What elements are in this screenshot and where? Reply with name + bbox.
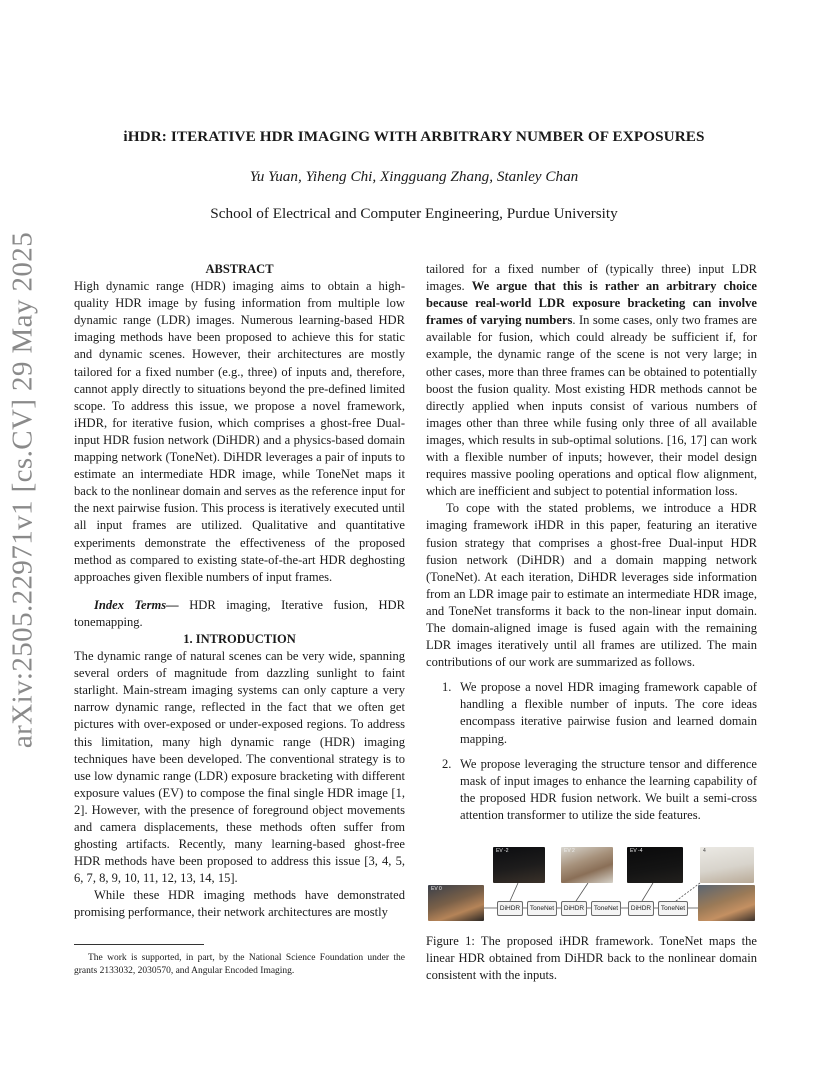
dihdr-block: DiHDR: [497, 901, 523, 916]
right-p1-end: . In some cases, only two frames are available for fusion, which could already be sufficient if, for example, the dynamic range of the scene is not very large; in other cases, more than three frames can be obtained to potentially boost the fusion quality. Most existing HDR methods cannot be directly applied when inputs consist of various numbers of images other than three while fusing only three of all available images, which results in sub-optimal solutions. [16, 17] can work with a flexible number of inputs; however, their model design requires massive pooling operations and optical flow alignment, which are inefficient and subject to potential information loss.: [426, 313, 757, 499]
affiliation: School of Electrical and Computer Engineering, Purdue University: [210, 205, 618, 222]
abstract-text: High dynamic range (HDR) imaging aims to obtain a high-quality HDR image by fusing information from multiple low dynamic range (LDR) images. Numerous learning-based HDR imaging methods have been proposed to achieve this for static and dynamic scenes. However, their architectures are mostly tailored for a fixed number (e.g., three) of inputs and, therefore, cannot apply directly to situations beyond the pre-defined limited scope. To address this issue, we propose a novel framework, iHDR, for iterative fusion, which comprises a ghost-free Dual-input HDR fusion network (DiHDR) and a physics-based domain mapping network (ToneNet). DiHDR leverages a pair of inputs to estimate an intermediate HDR image, while ToneNet maps it back to the nonlinear domain and serves as the reference input for the next pairwise fusion. This process is iteratively executed until all input frames are utilized. Qualitative and quantitative experiments demonstrate the effectiveness of the proposed method as compared to existing state-of-the-art HDR deghosting approaches given flexible numbers of input frames.: [74, 279, 405, 584]
input-frame-ev2: [561, 847, 613, 883]
input-frame-4: [700, 847, 754, 883]
footnote-text: The work is supported, in part, by the National Science Foundation under the grants 2133032, 2030570, and Angular Encoded Imaging.: [74, 953, 405, 976]
figure-caption-text: Figure 1: The proposed iHDR framework. ToneNet maps the linear HDR obtained from DiHDR back to the nonlinear domain consistent with the inputs.: [426, 934, 757, 983]
abstract-heading: ABSTRACT: [205, 262, 274, 276]
frame-label: 4: [703, 848, 706, 854]
intro-heading: 1. INTRODUCTION: [183, 631, 296, 646]
arxiv-stamp: [3, 231, 43, 749]
figure-caption: [426, 933, 757, 984]
contributions-list: [426, 679, 757, 824]
left-column: [74, 261, 405, 922]
input-frame-ev-2: [493, 847, 545, 883]
list-item-text: We propose leveraging the structure tensor and difference mask of input images to enhance the learning capability of the proposed HDR fusion network. We built a semi-cross attention transformer to utilize the side features.: [460, 756, 757, 822]
author-list: Yu Yuan, Yiheng Chi, Xingguang Zhang, Stanley Chan: [249, 168, 579, 185]
tonenet-block: ToneNet: [527, 901, 557, 916]
right-p1-emphasis: We argue that this is rather an arbitrary choice because real-world LDR exposure bracketing can involve frames of varying numbers: [426, 279, 757, 328]
dihdr-block: DiHDR: [561, 901, 587, 916]
intro-paragraph-2: While these HDR imaging methods have demonstrated promising performance, their network architectures are mostly: [74, 888, 405, 920]
list-item-number: 2.: [442, 756, 452, 771]
intro-paragraph-1: The dynamic range of natural scenes can be very wide, spanning several orders of magnitude from dazzling sunlight to faint starlight. Main-stream imaging systems can only capture a very narrow dynamic range, reflected in the fact that we often get pictures with over-exposed or under-exposed regions. To address this limitation, many high dynamic range (HDR) imaging techniques have been developed. The conventional strategy is to use low dynamic range (LDR) exposure bracketing with different exposure values (EV) to compose the final single HDR image [1, 2]. However, with the presence of foreground object movements and camera displacements, these methods often suffer from ghosting artifacts. Recently, many learning-based ghost-free HDR methods have been proposed to address this issue [3, 4, 5, 6, 7, 8, 9, 10, 11, 12, 13, 14, 15].: [74, 649, 405, 886]
right-column: [426, 261, 757, 832]
list-item: [426, 679, 757, 747]
figure-1: [428, 845, 755, 923]
frame-label: EV -2: [496, 848, 509, 854]
right-paragraph-1: [426, 261, 757, 500]
input-frame-ev0: [428, 885, 484, 921]
list-item-number: 1.: [442, 680, 452, 695]
frame-label: EV 0: [431, 886, 442, 892]
input-frame-ev-4: [627, 847, 683, 883]
arxiv-id: arXiv:2505.22971v1 [cs.CV] 29 May 2025: [6, 231, 39, 749]
tonenet-block: ToneNet: [591, 901, 621, 916]
right-paragraph-2: To cope with the stated problems, we introduce a HDR imaging framework iHDR in this paper, featuring an iterative fusion strategy that comprises a ghost-free Dual-input HDR fusion network (DiHDR) and a domain mapping network (ToneNet). At each iteration, DiHDR leverages side information from an LDR image pair to estimate an intermediate HDR image, and ToneNet transforms it back to the non-linear input domain. The domain-aligned image is fused again with the remaining LDR images iteratively until all frames are utilized. The main contributions of our work are summarized as follows.: [426, 501, 757, 670]
frame-label: EV 2: [564, 848, 575, 854]
index-terms-label: Index Terms—: [94, 597, 179, 612]
index-terms-text: HDR imaging, Iterative fusion, HDR tonemapping.: [74, 597, 405, 629]
frame-label: EV -4: [630, 848, 643, 854]
dihdr-block: DiHDR: [628, 901, 654, 916]
list-item: [426, 756, 757, 824]
output-hdr-frame: [698, 885, 755, 921]
tonenet-block: ToneNet: [658, 901, 688, 916]
footnote: [74, 952, 405, 978]
index-terms: [74, 597, 405, 631]
right-p1-start: tailored for a fixed number of (typically three) input LDR images.: [426, 262, 757, 294]
paper-title: iHDR: ITERATIVE HDR IMAGING WITH ARBITRARY NUMBER OF EXPOSURES: [123, 128, 705, 145]
list-item-text: We propose a novel HDR imaging framework capable of handling a flexible number of inputs. The core ideas encompass iterative pairwise fusion and learned domain mapping.: [460, 680, 757, 746]
footnote-rule: [74, 944, 204, 945]
